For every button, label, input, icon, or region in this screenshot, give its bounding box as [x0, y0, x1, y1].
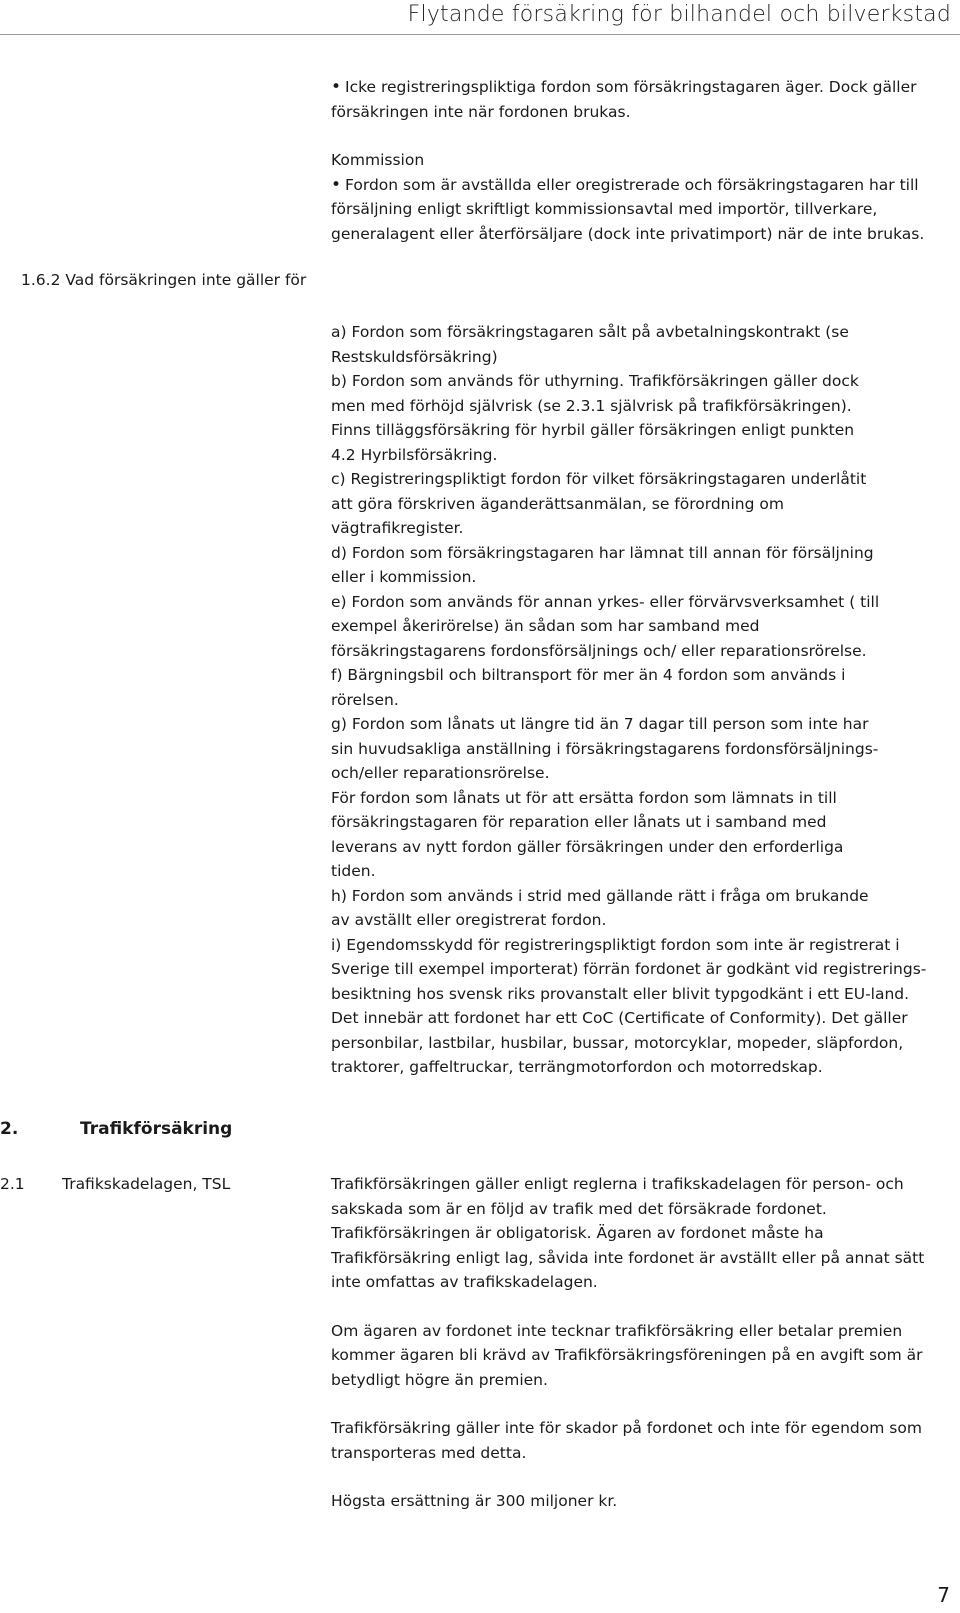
section-2-1-body [331, 1172, 956, 1514]
paragraph-line: Trafikförsäkringen gäller enligt reglerna i trafikskadelagen för person- och [331, 1175, 904, 1193]
list-line: att göra förskriven äganderättsanmälan, se förordning om [331, 494, 784, 513]
list-line: För fordon som lånats ut för att ersätta fordon som lämnats in till [331, 788, 837, 807]
running-header-title: Flytande försäkring för bilhandel och bilverkstad [407, 2, 951, 27]
list-line: Finns tilläggsförsäkring för hyrbil gäller försäkringen enligt punkten [331, 421, 855, 439]
paragraph-line: transporteras med detta. [331, 1443, 527, 1462]
list-line: tiden. [331, 862, 376, 880]
list-line: sin huvudsakliga anställning i försäkringstagarens fordonsförsäljnings- [331, 739, 879, 758]
bullet-text: Fordon som är avställda eller oregistrerade och försäkringstagaren har till försäljning enligt skriftligt kommissionsavtal med importör, tillverkare, generalagent eller återförsäljare (dock inte privatimport) när de inte brukas. [331, 175, 925, 243]
list-line: rörelsen. [331, 690, 399, 709]
section-number: 2.1 [0, 1175, 25, 1193]
paragraph-line: Trafikförsäkring gäller inte för skador på fordonet och inte för egendom som [331, 1419, 922, 1437]
list-line: f) Bärgningsbil och biltransport för mer än 4 fordon som används i [331, 666, 846, 684]
section-heading-2-1 [0, 1172, 231, 1197]
paragraph-line: Om ägaren av fordonet inte tecknar trafikförsäkring eller betalar premien [331, 1321, 903, 1340]
list-line: Det innebär att fordonet har ett CoC (Certificate of Conformity). Det gäller [331, 1009, 908, 1027]
list-line: traktorer, gaffeltruckar, terrängmotorfordon och motorredskap. [331, 1058, 823, 1076]
bullet-item-unregistered [331, 75, 956, 124]
list-line: och/eller reparationsrörelse. [331, 764, 550, 782]
top-block [331, 75, 956, 246]
list-line: leverans av nytt fordon gäller försäkringen under den erforderliga [331, 837, 844, 856]
section-title: Trafikskadelagen, TSL [62, 1175, 231, 1193]
bullet-text: Icke registreringspliktiga fordon som försäkringstagaren äger. Dock gäller försäkringen inte när fordonen brukas. [331, 78, 917, 121]
list-line: c) Registreringspliktigt fordon för vilket försäkringstagaren underlåtit [331, 470, 867, 488]
list-line: av avställt eller oregistrerat fordon. [331, 911, 607, 929]
list-line: Sverige till exempel importerat) förrän fordonet är godkänt vid registrerings- [331, 960, 927, 978]
list-line: g) Fordon som lånats ut längre tid än 7 dagar till person som inte har [331, 715, 869, 733]
list-line: eller i kommission. [331, 568, 477, 586]
list-line: d) Fordon som försäkringstagaren har lämnat till annan för försäljning [331, 543, 874, 562]
list-line: 4.2 Hyrbilsförsäkring. [331, 445, 498, 464]
list-line: försäkringstagaren för reparation eller lånats ut i samband med [331, 813, 827, 831]
list-line: e) Fordon som används för annan yrkes- eller förvärvsverksamhet ( till [331, 592, 880, 611]
header-divider [0, 34, 960, 35]
paragraph-line: sakskada som är en följd av trafik med det försäkrade fordonet. [331, 1199, 827, 1218]
paragraph-line: Högsta ersättning är 300 miljoner kr. [331, 1492, 618, 1510]
list-line: men med förhöjd självrisk (se 2.3.1 självrisk på trafikförsäkringen). [331, 396, 852, 415]
paragraph-line: kommer ägaren bli krävd av Trafikförsäkringsföreningen på en avgift som är [331, 1346, 923, 1364]
list-line: i) Egendomsskydd för registreringspliktigt fordon som inte är registrerat i [331, 935, 900, 954]
paragraph-line: betydligt högre än premien. [331, 1370, 548, 1389]
paragraph-line: inte omfattas av trafikskadelagen. [331, 1273, 598, 1291]
list-line: exempel åkerirörelse) än sådan som har samband med [331, 617, 760, 635]
page-number: 7 [937, 1583, 950, 1607]
list-line: personbilar, lastbilar, husbilar, bussar, motorcyklar, mopeder, släpfordon, [331, 1033, 904, 1052]
paragraph-line: Trafikförsäkring enligt lag, såvida inte fordonet är avställt eller på annat sätt [331, 1248, 925, 1267]
list-line: b) Fordon som används för uthyrning. Trafikförsäkringen gäller dock [331, 372, 859, 390]
list-line: besiktning hos svensk riks provanstalt eller blivit typgodkänt i ett EU-land. [331, 984, 910, 1003]
section-heading-1-6-2: 1.6.2 Vad försäkringen inte gäller för [21, 271, 307, 289]
list-line: vägtrafikregister. [331, 519, 464, 537]
exclusions-list [331, 320, 956, 1080]
list-line: Restskuldsförsäkring) [331, 347, 498, 366]
section-title: Trafikförsäkring [80, 1119, 233, 1139]
list-line: försäkringstagarens fordonsförsäljnings och/ eller reparationsrörelse. [331, 641, 867, 660]
list-line: a) Fordon som försäkringstagaren sålt på avbetalningskontrakt (se [331, 323, 849, 341]
kommission-label: Kommission [331, 151, 425, 169]
bullet-item-kommission [331, 173, 956, 247]
section-number: 2. [0, 1119, 19, 1139]
list-line: h) Fordon som används i strid med gällande rätt i fråga om brukande [331, 886, 869, 905]
paragraph-line: Trafikförsäkringen är obligatorisk. Ägaren av fordonet måste ha [331, 1224, 824, 1242]
